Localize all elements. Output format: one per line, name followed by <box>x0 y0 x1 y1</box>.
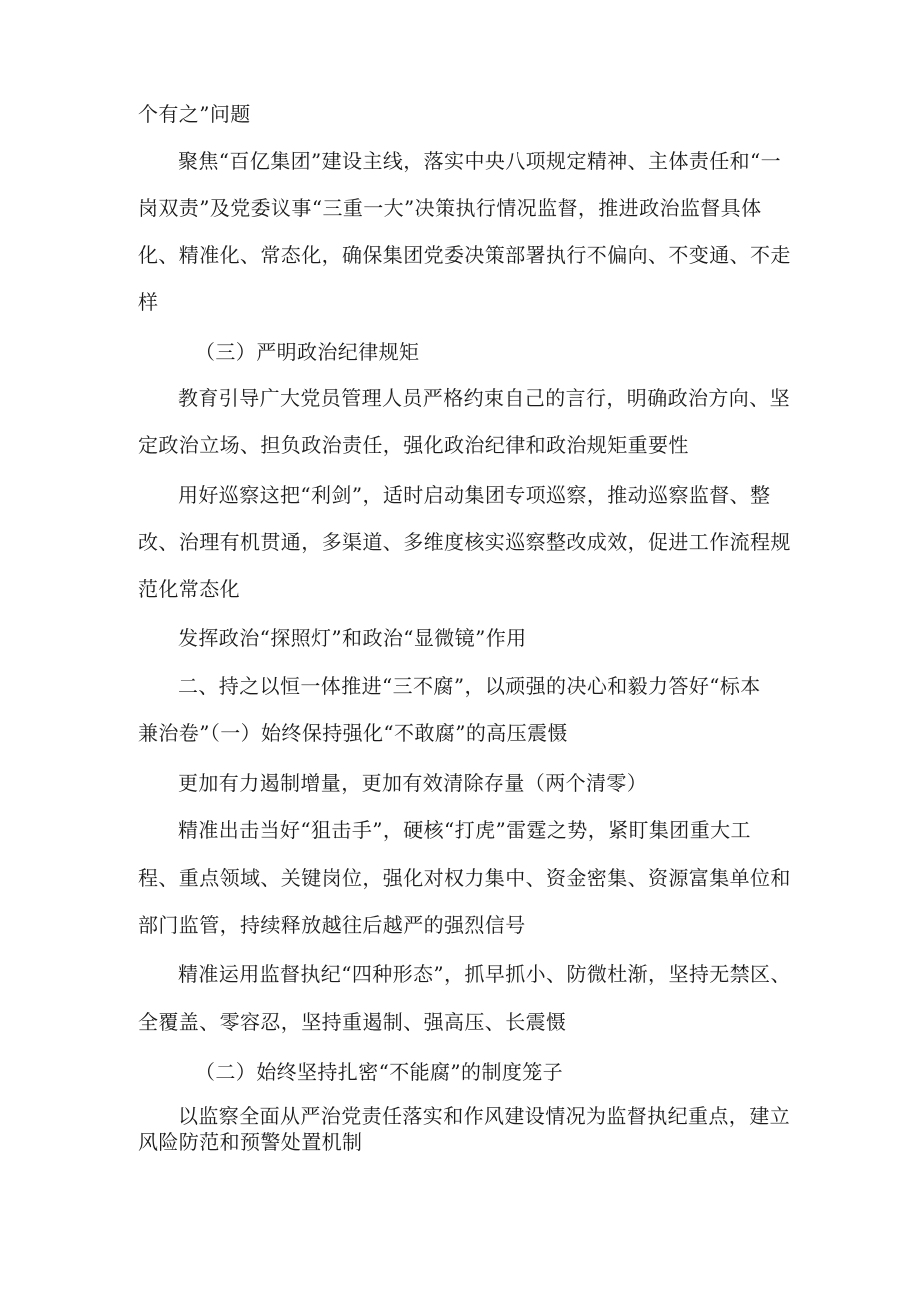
paragraph-start: 精准运用监督执纪“四种形态”，抓早抓小、防微杜渐，坚持无禁区、 <box>178 962 791 986</box>
section-heading: （二）始终坚持扎密“不能腐”的制度笼子 <box>195 1060 564 1084</box>
text-line: 程、重点领域、关键岗位，强化对权力集中、资金密集、资源富集单位和 <box>138 866 791 890</box>
paragraph-start: 精准出击当好“狙击手”，硬核“打虎”雷霆之势，紧盯集团重大工 <box>178 818 751 842</box>
text-line: 岗双责”及党委议事“三重一大”决策执行情况监督，推进政治监督具体 <box>138 196 762 220</box>
section-heading: 二、持之以恒一体推进“三不腐”，以顽强的决心和毅力答好“标本 <box>178 674 761 698</box>
text-line: 风险防范和预警处置机制 <box>138 1130 363 1154</box>
text-line: 个有之”问题 <box>138 102 251 126</box>
text-line: 范化常态化 <box>138 577 240 601</box>
text-line: 全覆盖、零容忍，坚持重遏制、强高压、长震慑 <box>138 1010 567 1034</box>
paragraph-start: 用好巡察这把“利剑”，适时启动集团专项巡察，推动巡察监督、整 <box>178 483 771 507</box>
text-line: 部门监管，持续释放越往后越严的强烈信号 <box>138 913 526 937</box>
paragraph-start: 聚焦“百亿集团”建设主线，落实中央八项规定精神、主体责任和“一 <box>178 149 782 173</box>
paragraph-start: 更加有力遏制增量，更加有效清除存量（两个清零） <box>178 771 648 795</box>
text-line: 改、治理有机贯通，多渠道、多维度核实巡察整改成效，促进工作流程规 <box>138 530 791 554</box>
text-line: 兼治卷”（一）始终保持强化“不敢腐”的高压震慑 <box>138 721 568 745</box>
paragraph-start: 发挥政治“探照灯”和政治“显微镜”作用 <box>178 626 527 650</box>
paragraph-start: 教育引导广大党员管理人员严格约束自己的言行，明确政治方向、坚 <box>178 386 790 410</box>
text-line: 样 <box>138 290 159 314</box>
text-line: 化、精准化、常态化，确保集团党委决策部署执行不偏向、不变通、不走 <box>138 243 791 267</box>
section-heading: （三）严明政治纪律规矩 <box>195 340 420 364</box>
paragraph-start: 以监察全面从严治党责任落实和作风建设情况为监督执纪重点，建立 <box>178 1104 790 1128</box>
text-line: 定政治立场、担负政治责任，强化政治纪律和政治规矩重要性 <box>138 433 689 457</box>
